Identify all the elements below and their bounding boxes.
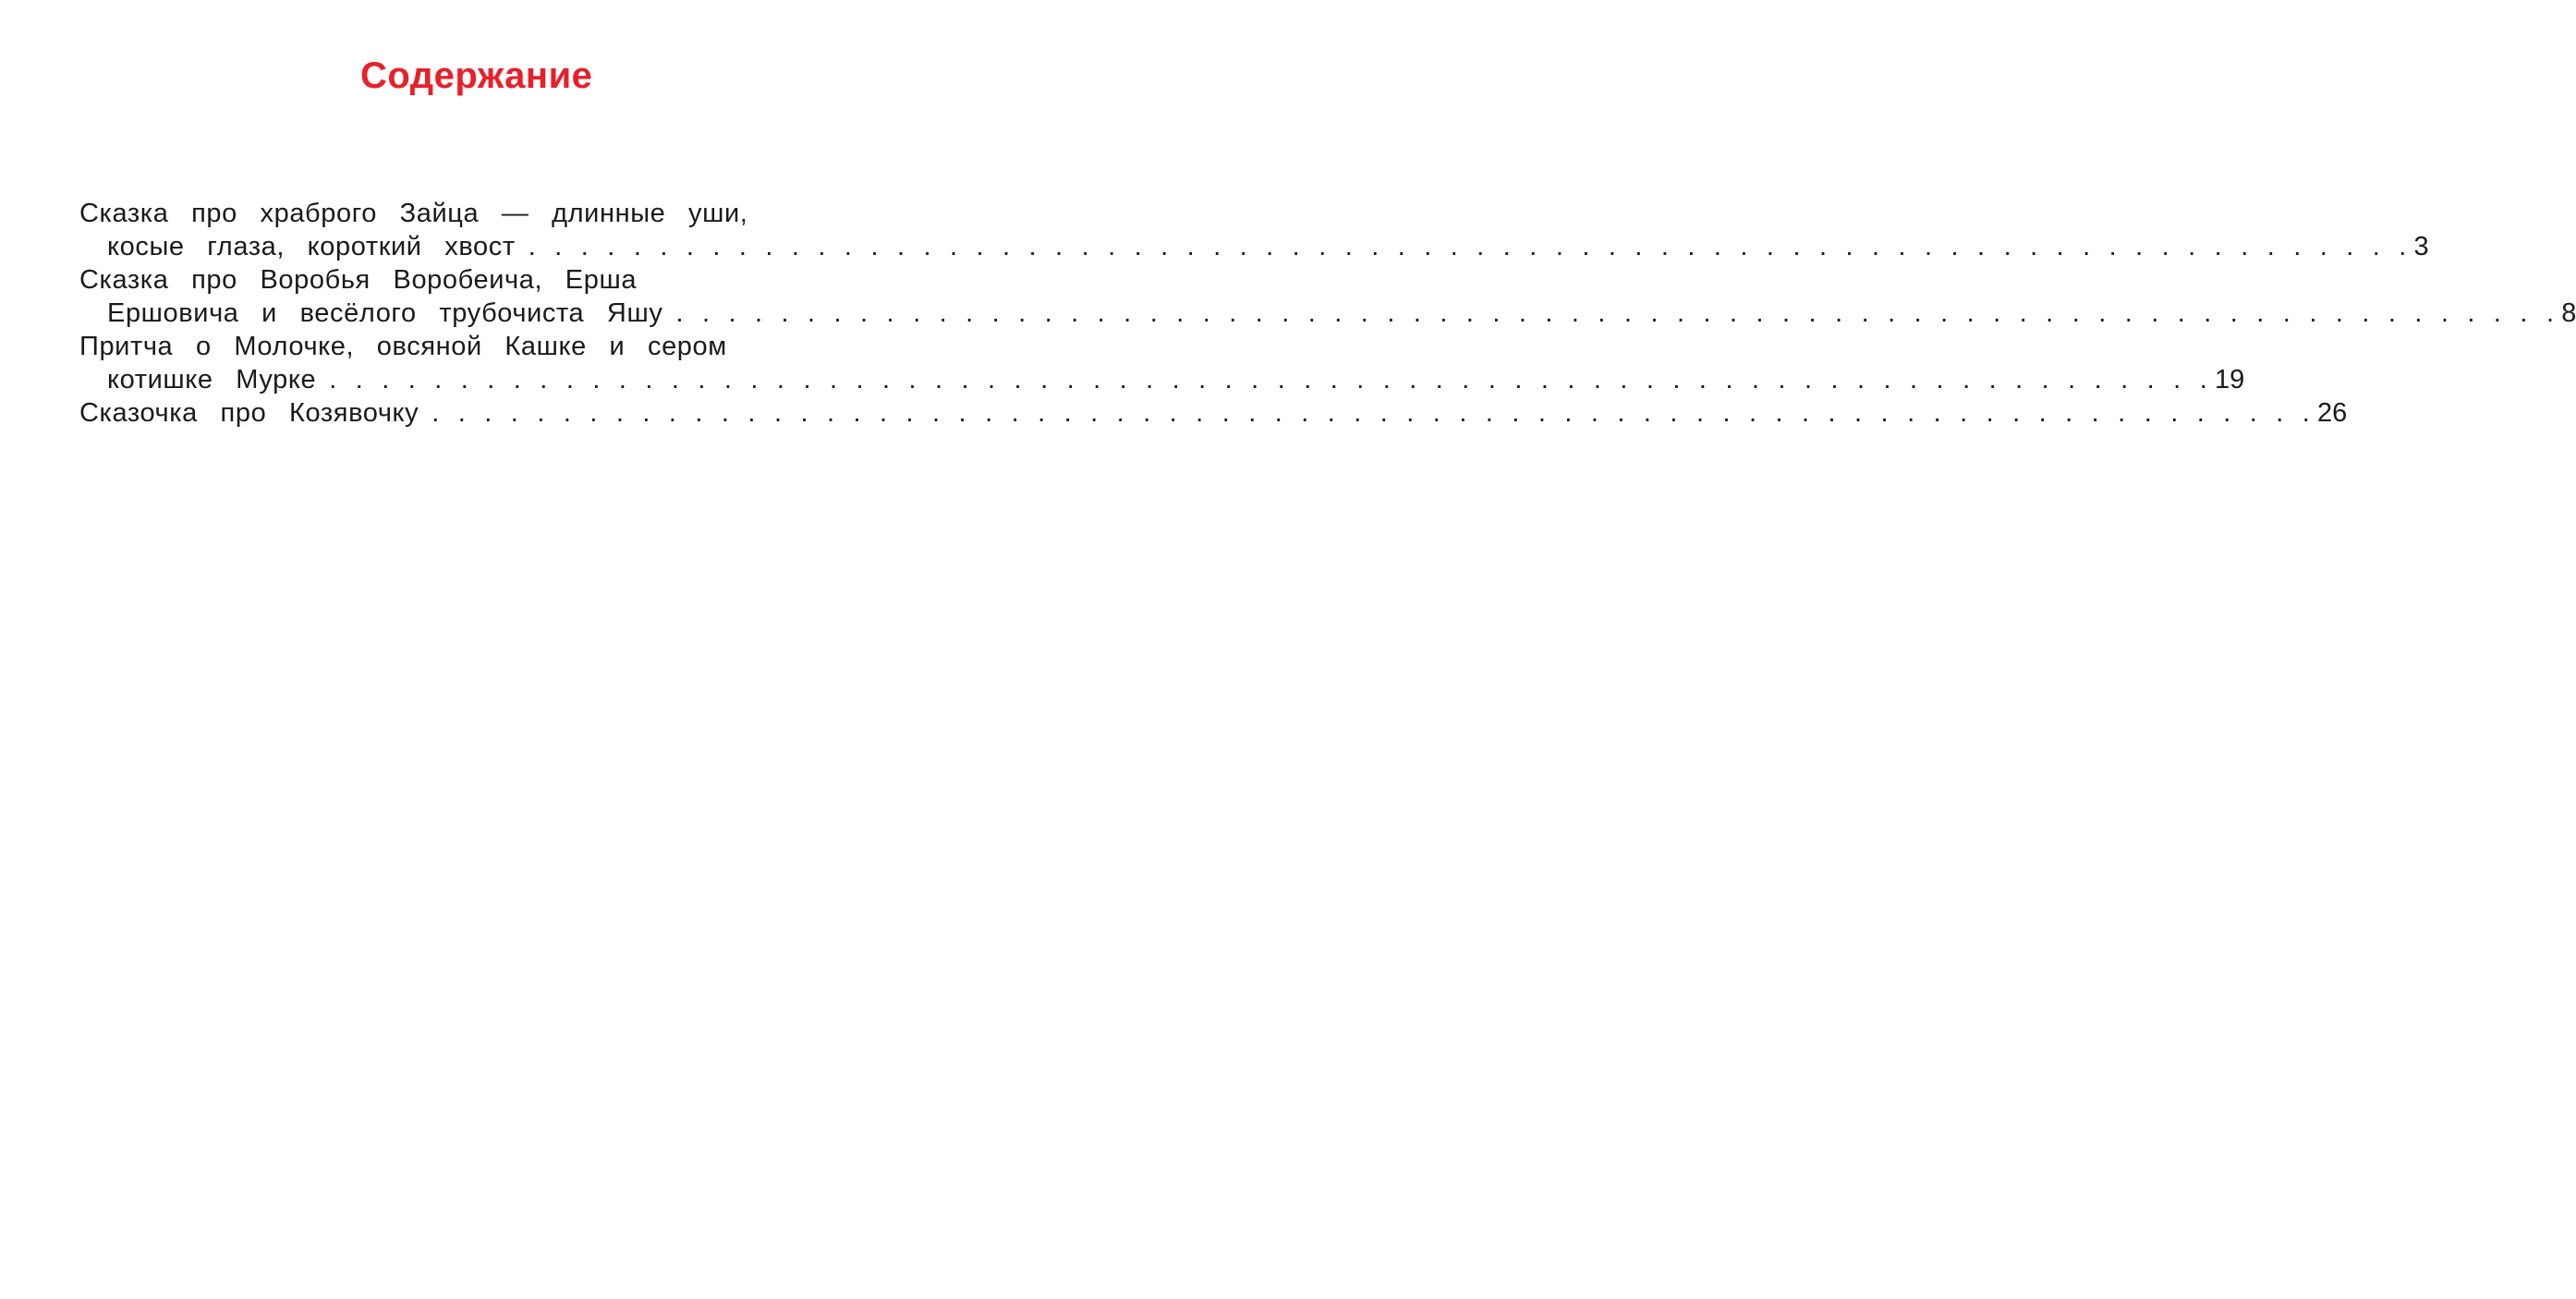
toc-entry-3[interactable]	[79, 363, 2245, 396]
toc-entry-4[interactable]	[79, 396, 2348, 430]
page-title: Содержание	[360, 55, 593, 96]
dot-leader: . . . . . . . . . . . . . . . . . . . . . . . . . . . . . . . . . . . . . . . . . . . . . . . . . . . . . . . . . . . . . . . . . . . . . . . .	[528, 232, 2412, 261]
toc-entry-1[interactable]	[79, 230, 2429, 263]
table-of-contents	[79, 197, 2576, 430]
toc-entry-2-title-line1: Сказка про Воробья Воробеича, Ерша	[79, 265, 638, 295]
toc-entry-3-title-line2: котишке Мурке	[107, 365, 317, 395]
toc-entry-2-page-number: 8	[2561, 298, 2576, 328]
toc-entry-3-page-number: 19	[2214, 365, 2245, 395]
toc-entry-4-page-number: 26	[2317, 398, 2348, 428]
toc-entry-1-title-line1: Сказка про храброго Зайца — длинные уши,	[79, 199, 748, 228]
toc-entry-2-title-line2: Ершовича и весёлого трубочиста Яшу	[107, 298, 663, 328]
toc-entry-3-title-line1: Притча о Молочке, овсяной Кашке и сером	[79, 332, 727, 361]
toc-entry-4-title: Сказочка про Козявочку	[79, 398, 419, 428]
dot-leader: . . . . . . . . . . . . . . . . . . . . . . . . . . . . . . . . . . . . . . . . . . . . . . . . . . . . . . . . . . . . . . . . . . . . . . . .	[675, 298, 2560, 328]
dot-leader: . . . . . . . . . . . . . . . . . . . . . . . . . . . . . . . . . . . . . . . . . . . . . . . . . . . . . . . . . . . . . . . . . . . . . . . .	[329, 365, 2213, 395]
toc-entry-1-title-line2: косые глаза, короткий хвост	[107, 232, 516, 261]
toc-entry-2[interactable]	[79, 297, 2576, 330]
toc-entry-1-page-number: 3	[2413, 232, 2429, 261]
dot-leader: . . . . . . . . . . . . . . . . . . . . . . . . . . . . . . . . . . . . . . . . . . . . . . . . . . . . . . . . . . . . . . . . . . . . . . . .	[431, 398, 2316, 428]
